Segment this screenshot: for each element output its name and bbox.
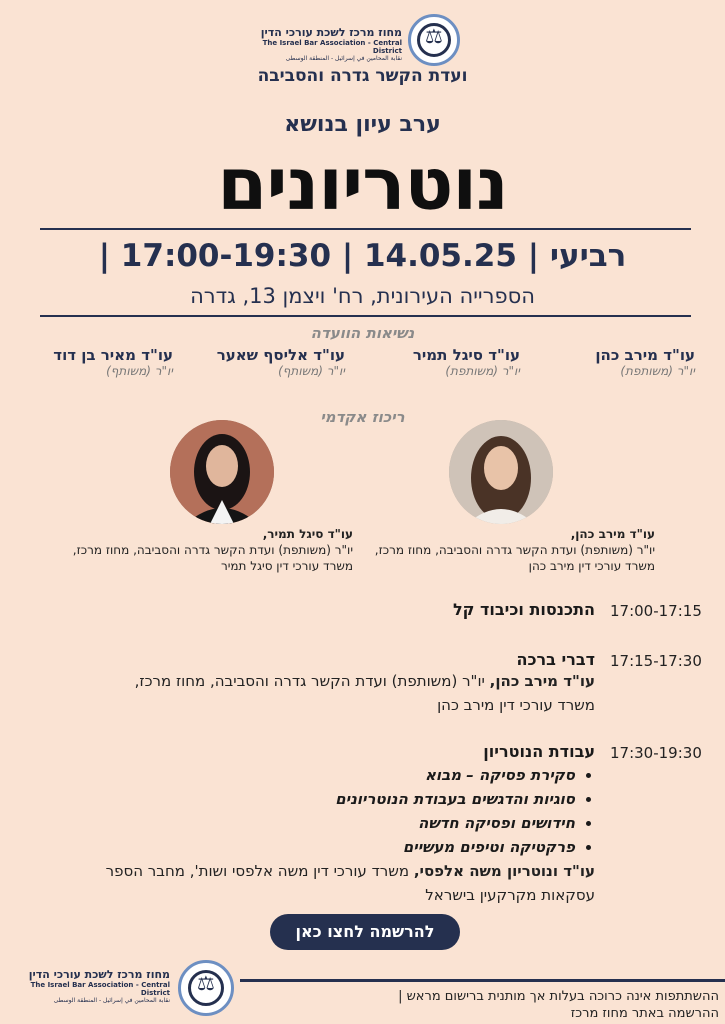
logo-name-en: The Israel Bar Association - Central District — [262, 39, 402, 55]
chair-role: יו"ר (משותפת) — [620, 364, 695, 378]
chair-role: יו"ר (משותף) — [278, 364, 345, 378]
committee-name: ועדת הקשר גדרה והסביבה — [257, 66, 468, 86]
academic-heading: ריכוז אקדמי — [320, 408, 405, 426]
agenda-title: התכנסות וכיבוד קל — [452, 600, 595, 619]
event-type: ערב עיון בנושא — [284, 112, 441, 137]
footer-line: ההשתתפות אינה כרוכה בעלות אך מותנית ברישום מראש | — [398, 989, 719, 1004]
speaker-photo — [449, 420, 553, 524]
chair-card — [3, 346, 173, 378]
agenda-speaker-details: יו"ר (משותפת) ועדת הקשר גדרה והסביבה, מחוז מרכז, משרד עורכי דין מירב כהן — [134, 672, 595, 714]
chair-name: עו"ד מירב כהן — [595, 346, 695, 364]
event-topic: נוטריונים — [217, 142, 508, 226]
speaker-name: עו"ד מירב כהן, — [570, 527, 655, 541]
agenda-bullet: • חידושים ופסיקה חדשה — [55, 811, 575, 835]
speaker-name: עו"ד סיגל תמיר, — [262, 527, 353, 541]
agenda-time: 17:15-17:30 — [610, 652, 702, 670]
agenda-item — [95, 650, 595, 717]
agenda-item — [55, 742, 595, 907]
scales-of-justice-icon: ⚖ — [408, 14, 460, 66]
logo-name-he: מחוז מרכז לשכת עורכי הדין — [28, 968, 170, 981]
chair-name: עו"ד מאיר בן דוד — [53, 346, 173, 364]
agenda-bullet: • פרקטיקה וטיפים מעשיים — [55, 835, 575, 859]
footer-line: ההרשמה באתר מחוז מרכז — [570, 1006, 719, 1021]
agenda-speaker-details: משרד עורכי דין משה אלפסי ושות', מחבר הספר עסקאות מקרקעין בישראל — [105, 862, 595, 904]
divider — [40, 315, 691, 317]
footer-divider — [240, 979, 725, 982]
bar-association-logo — [260, 14, 460, 70]
agenda-bullet: • סוגיות והדגשים בעבודת הנוטריונים — [55, 787, 575, 811]
chair-card — [350, 346, 520, 378]
agenda-title: עבודת הנוטריון — [483, 742, 595, 761]
agenda-time: 17:30-19:30 — [610, 744, 702, 762]
date-time-line: | 17:00-19:30 | רביעי | 14.05.25 — [98, 238, 627, 274]
bar-association-logo — [14, 960, 234, 1020]
chair-card — [175, 346, 345, 378]
scales-of-justice-icon: ⚖ — [178, 960, 234, 1016]
chair-name: עו"ד אליסף שאער — [216, 346, 345, 364]
logo-name-ar: نقابة المحامين في إسرائيل - المنطقة الوسطى — [285, 55, 402, 62]
speaker-description: יו"ר (משותפת) ועדת הקשר גדרה והסביבה, מחוז מרכז, משרד עורכי דין סיגל תמיר — [72, 543, 353, 573]
chairs-heading: נשיאות הוועדה — [310, 324, 415, 342]
divider — [40, 228, 691, 230]
footer-note — [249, 988, 719, 1022]
logo-name-en: The Israel Bar Association - Central District — [30, 981, 170, 997]
agenda-title: דברי ברכה — [516, 650, 595, 669]
agenda-bullet: • סקירת פסיקה – מבוא — [55, 763, 575, 787]
chair-role: יו"ר (משותף) — [106, 364, 173, 378]
register-button[interactable]: להרשמה לחצו כאן — [270, 914, 460, 950]
speaker-bio — [365, 526, 655, 574]
speaker-photo — [170, 420, 274, 524]
logo-name-he: מחוז מרכז לשכת עורכי הדין — [260, 26, 402, 39]
logo-name-ar: نقابة المحامين في إسرائيل - المنطقة الوسطى — [53, 997, 170, 1004]
speaker-description: יו"ר (משותפת) ועדת הקשר גדרה והסביבה, מחוז מרכז, משרד עורכי דין מירב כהן — [374, 543, 655, 573]
agenda-time: 17:00-17:15 — [610, 602, 702, 620]
event-location: הספרייה העירונית, רח' ויצמן 13, גדרה — [190, 284, 535, 308]
chair-name: עו"ד סיגל תמיר — [412, 346, 520, 364]
agenda-speaker-name: עו"ד ונוטריון משה אלפסי, — [413, 862, 595, 880]
agenda-speaker-name: עו"ד מירב כהן, — [489, 672, 595, 690]
chair-role: יו"ר (משותפת) — [445, 364, 520, 378]
chair-card — [525, 346, 695, 378]
speaker-bio — [63, 526, 353, 574]
